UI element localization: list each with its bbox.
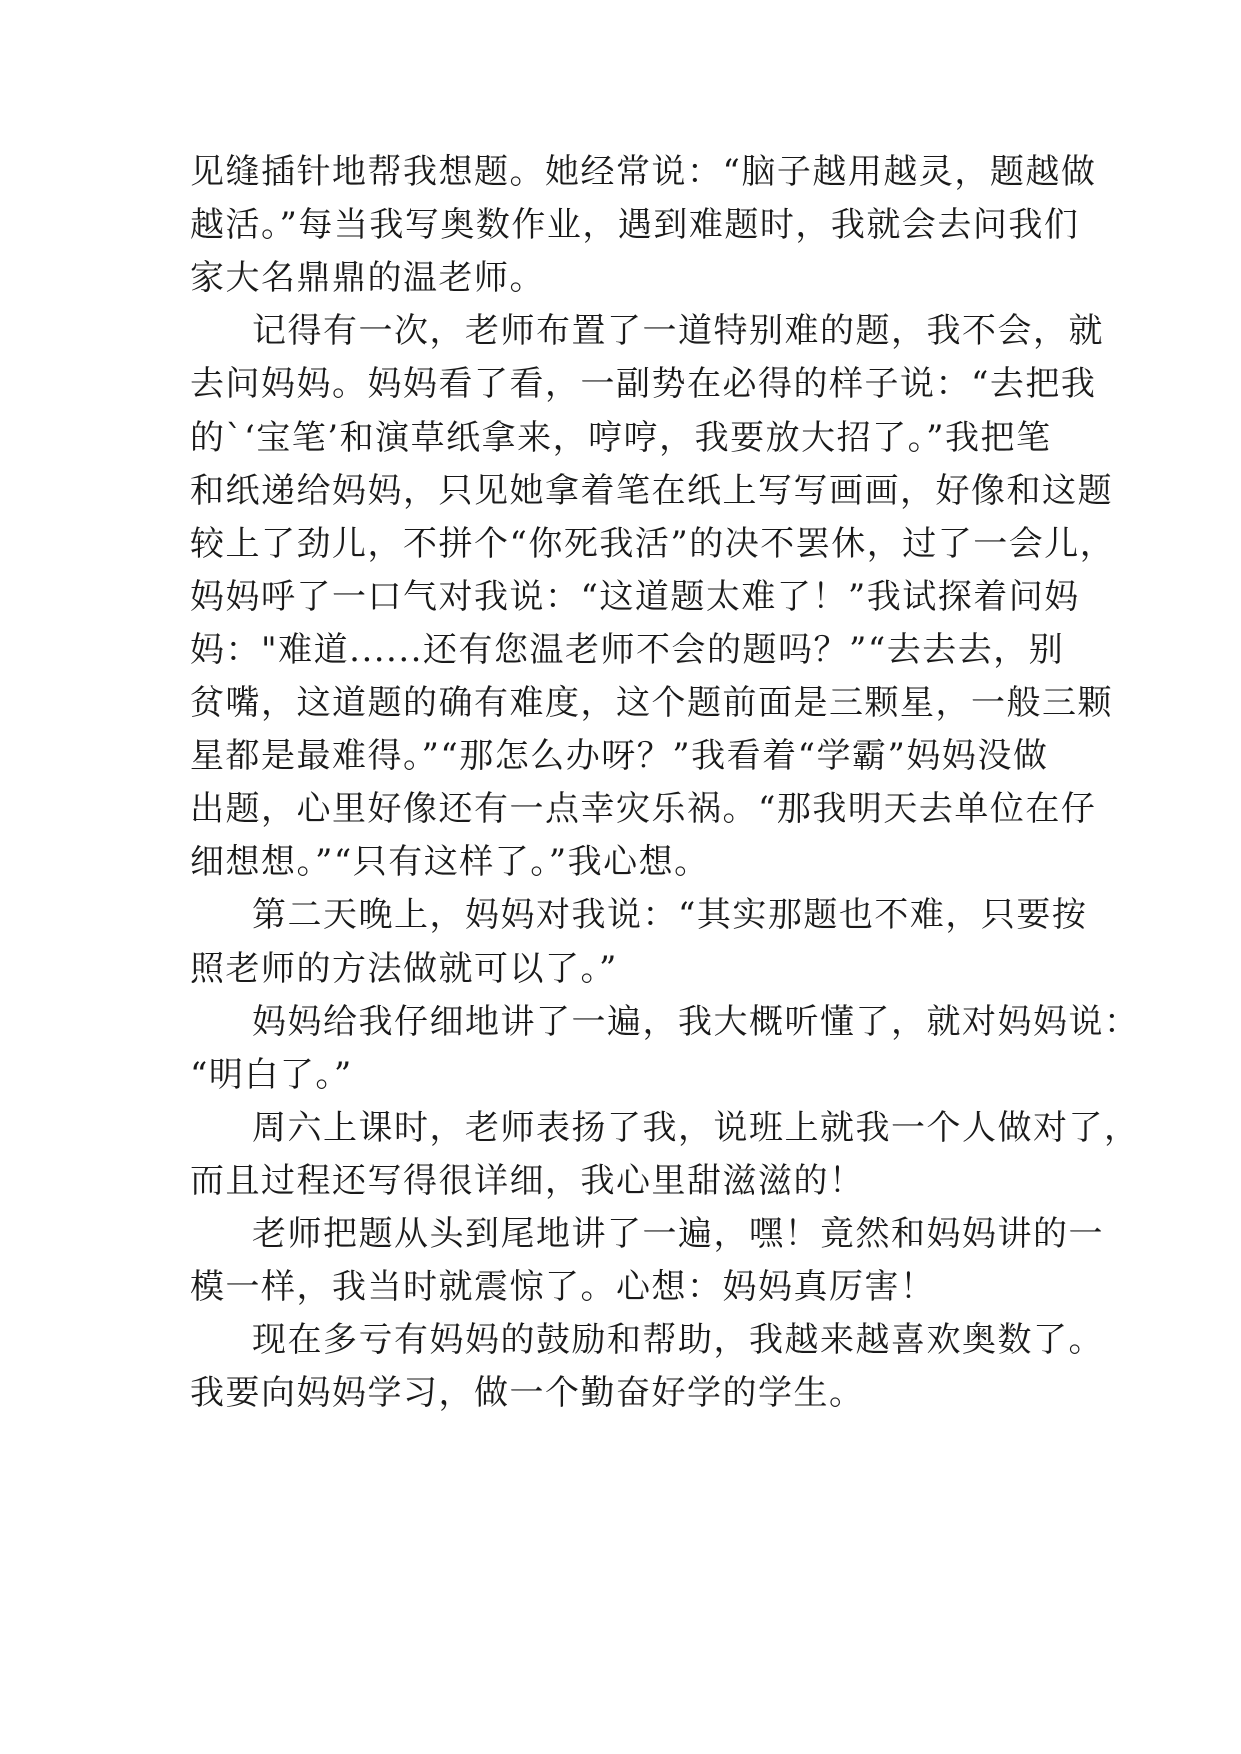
text-line: 家大名鼎鼎的温老师。 [190,258,545,299]
paragraph-first-line: 妈妈给我仔细地讲了一遍，我大概听懂了，就对妈妈说： [252,1001,1140,1042]
text-line: 较上了劲儿，不拼个“你死我活”的决不罢休，过了一会儿， [190,523,1116,564]
text-line: 见缝插针地帮我想题。她经常说：“脑子越用越灵，题越做 [190,152,1097,192]
paragraph-first-line: 周六上课时，老师表扬了我，说班上就我一个人做对了， [252,1107,1140,1148]
text-line: 妈妈呼了一口气对我说：“这道题太难了！”我试探着问妈 [190,576,1080,617]
text-line: “明白了。” [190,1054,353,1095]
text-line: 照老师的方法做就可以了。” [190,948,618,989]
paragraph-first-line: 记得有一次，老师布置了一道特别难的题，我不会，就 [252,311,1104,352]
text-line: 去问妈妈。妈妈看了看，一副势在必得的样子说：“去把我 [190,364,1097,405]
paragraph-first-line: 第二天晚上，妈妈对我说：“其实那题也不难，只要按 [252,895,1088,936]
text-line: 我要向妈妈学习，做一个勤奋好学的学生。 [190,1373,865,1414]
paragraph-first-line: 现在多亏有妈妈的鼓励和帮助，我越来越喜欢奥数了。 [252,1320,1104,1361]
text-line: 模一样，我当时就震惊了。心想：妈妈真厉害！ [190,1267,936,1308]
paragraph-first-line: 老师把题从头到尾地讲了一遍，嘿！竟然和妈妈讲的一 [252,1214,1104,1254]
text-line: 星都是最难得。”“那怎么办呀？”我看着“学霸”妈妈没做 [190,736,1049,777]
text-line: 细想想。”“只有这样了。”我心想。 [190,842,710,883]
text-line: 出题，心里好像还有一点幸灾乐祸。“那我明天去单位在仔 [190,789,1097,830]
text-line: 妈："难道......还有您温老师不会的题吗？”“去去去，别 [190,629,1065,670]
text-line: 的`‘宝笔’和演草纸拿来，哼哼，我要放大招了。”我把笔 [190,417,1052,458]
text-line: 贫嘴，这道题的确有难度，这个题前面是三颗星，一般三颗 [190,683,1113,723]
text-line: 和纸递给妈妈，只见她拿着笔在纸上写写画画，好像和这题 [190,470,1113,511]
text-line: 越活。”每当我写奥数作业，遇到难题时，我就会去问我们 [190,205,1080,246]
text-line: 而且过程还写得很详细，我心里甜滋滋的！ [190,1160,865,1201]
